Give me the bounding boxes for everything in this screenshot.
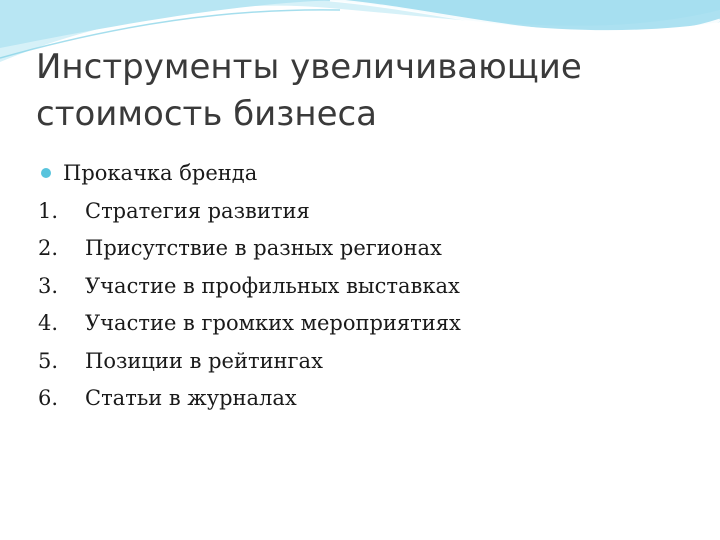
item-text: Присутствие в разных регионах <box>85 236 442 260</box>
item-text: Стратегия развития <box>85 198 310 223</box>
slide-title-line-2: стоимость бизнеса <box>36 94 378 134</box>
item-number: 2. <box>38 236 59 260</box>
bullet-item <box>38 155 698 193</box>
item-number: 6. <box>38 386 59 410</box>
slide-body <box>38 155 698 418</box>
item-number: 1. <box>38 198 59 223</box>
slide-title <box>36 44 696 138</box>
numbered-item-5 <box>38 343 698 381</box>
item-text: Статьи в журналах <box>85 386 297 410</box>
item-text: Участие в громких мероприятиях <box>85 311 461 335</box>
bullet-item-text: Прокачка бренда <box>63 161 258 185</box>
slide-title-line-1: Инструменты увеличивающие <box>36 47 582 87</box>
numbered-item-3 <box>38 268 698 306</box>
item-number: 3. <box>38 273 59 298</box>
numbered-item-4 <box>38 305 698 343</box>
item-text: Участие в профильных выставках <box>85 273 460 298</box>
numbered-item-1 <box>38 193 698 231</box>
numbered-item-6 <box>38 380 698 418</box>
item-text: Позиции в рейтингах <box>85 348 323 373</box>
bullet-dot-icon <box>41 168 51 178</box>
item-number: 5. <box>38 348 59 373</box>
numbered-item-2 <box>38 230 698 268</box>
item-number: 4. <box>38 311 59 335</box>
